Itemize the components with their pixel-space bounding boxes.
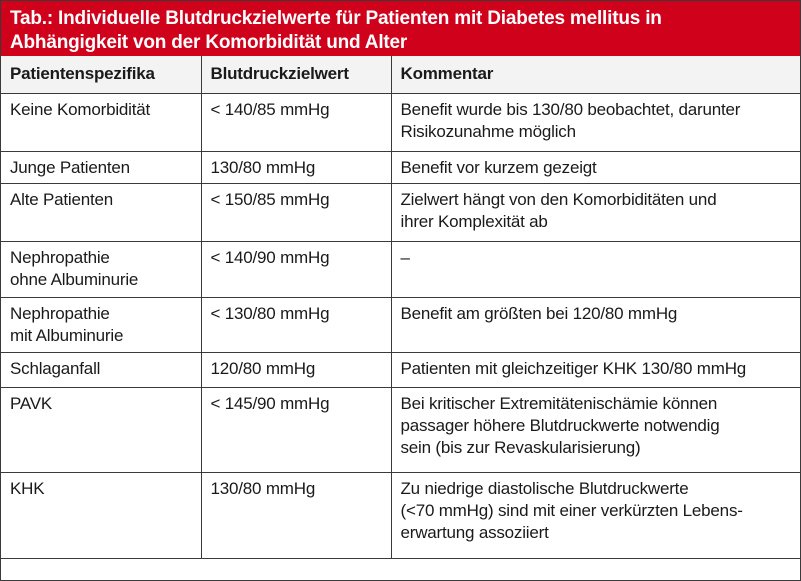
table-row	[1, 472, 800, 558]
cell-text: Junge Patienten	[10, 157, 130, 177]
cell-comment	[391, 93, 800, 151]
cell-text: erwartung assoziiert	[400, 522, 549, 542]
cell-text: Benefit vor kurzem gezeigt	[400, 157, 597, 177]
cell-text: Patienten mit gleichzeitiger KHK 130/80 mmHg	[400, 358, 747, 378]
cell-comment	[391, 472, 800, 558]
cell-text: Schlaganfall	[10, 358, 101, 378]
cell-patient	[1, 352, 201, 387]
cell-comment	[391, 151, 800, 183]
cell-text: ihrer Komplexität ab	[400, 211, 548, 231]
cell-target: 120/80 mmHg	[201, 352, 391, 387]
cell-target: < 140/90 mmHg	[201, 241, 391, 297]
cell-comment	[391, 352, 800, 387]
cell-target: < 140/85 mmHg	[201, 93, 391, 151]
cell-patient	[1, 387, 201, 472]
table-row	[1, 387, 800, 472]
header-patient-specifics: Patientenspezifika	[1, 56, 201, 93]
header-bp-target: Blutdruckzielwert	[201, 56, 391, 93]
cell-patient	[1, 183, 201, 241]
cell-target: 130/80 mmHg	[201, 472, 391, 558]
header-comment: Kommentar	[391, 56, 800, 93]
cell-text: Keine Komorbidität	[10, 99, 151, 119]
table-title	[1, 1, 800, 56]
cell-text: ohne Albuminurie	[10, 269, 139, 289]
cell-text: (<70 mmHg) sind mit einer verkürzten Lebens-	[400, 500, 743, 520]
table-row	[1, 297, 800, 352]
table-row	[1, 151, 800, 183]
cell-patient	[1, 472, 201, 558]
cell-text: Risikozunahme möglich	[400, 121, 576, 141]
table-row	[1, 93, 800, 151]
cell-text: PAVK	[10, 393, 53, 413]
cell-target: < 150/85 mmHg	[201, 183, 391, 241]
cell-text: passager höhere Blutdruckwerte notwendig	[400, 415, 720, 435]
cell-comment	[391, 297, 800, 352]
cell-text: –	[400, 247, 410, 267]
table-title-line-2: Abhängigkeit von der Komorbidität und Alter	[10, 32, 408, 53]
cell-text: Zielwert hängt von den Komorbiditäten und	[400, 189, 717, 209]
cell-text: Alte Patienten	[10, 189, 114, 209]
table-row	[1, 183, 800, 241]
cell-comment	[391, 183, 800, 241]
cell-comment	[391, 387, 800, 472]
cell-text: mit Albuminurie	[10, 325, 124, 345]
cell-patient	[1, 151, 201, 183]
cell-comment	[391, 241, 800, 297]
cell-text: Nephropathie	[10, 247, 110, 267]
cell-text: Benefit wurde bis 130/80 beobachtet, darunter	[400, 99, 741, 119]
cell-text: Bei kritischer Extremitätenischämie können	[400, 393, 718, 413]
cell-text: Zu niedrige diastolische Blutdruckwerte	[400, 478, 689, 498]
cell-target: 130/80 mmHg	[201, 151, 391, 183]
cell-text: KHK	[10, 478, 45, 498]
cell-text: Nephropathie	[10, 303, 110, 323]
table-row	[1, 241, 800, 297]
cell-patient	[1, 241, 201, 297]
table-row	[1, 352, 800, 387]
cell-target: < 145/90 mmHg	[201, 387, 391, 472]
cell-patient	[1, 297, 201, 352]
cell-text: Benefit am größten bei 120/80 mmHg	[400, 303, 678, 323]
header-row	[1, 56, 800, 93]
cell-patient	[1, 93, 201, 151]
cell-target: < 130/80 mmHg	[201, 297, 391, 352]
table-title-line-1: Tab.: Individuelle Blutdruckzielwerte für Patienten mit Diabetes mellitus in	[10, 8, 662, 29]
cell-text: sein (bis zur Revaskularisierung)	[400, 437, 641, 457]
blood-pressure-target-table	[1, 56, 800, 559]
